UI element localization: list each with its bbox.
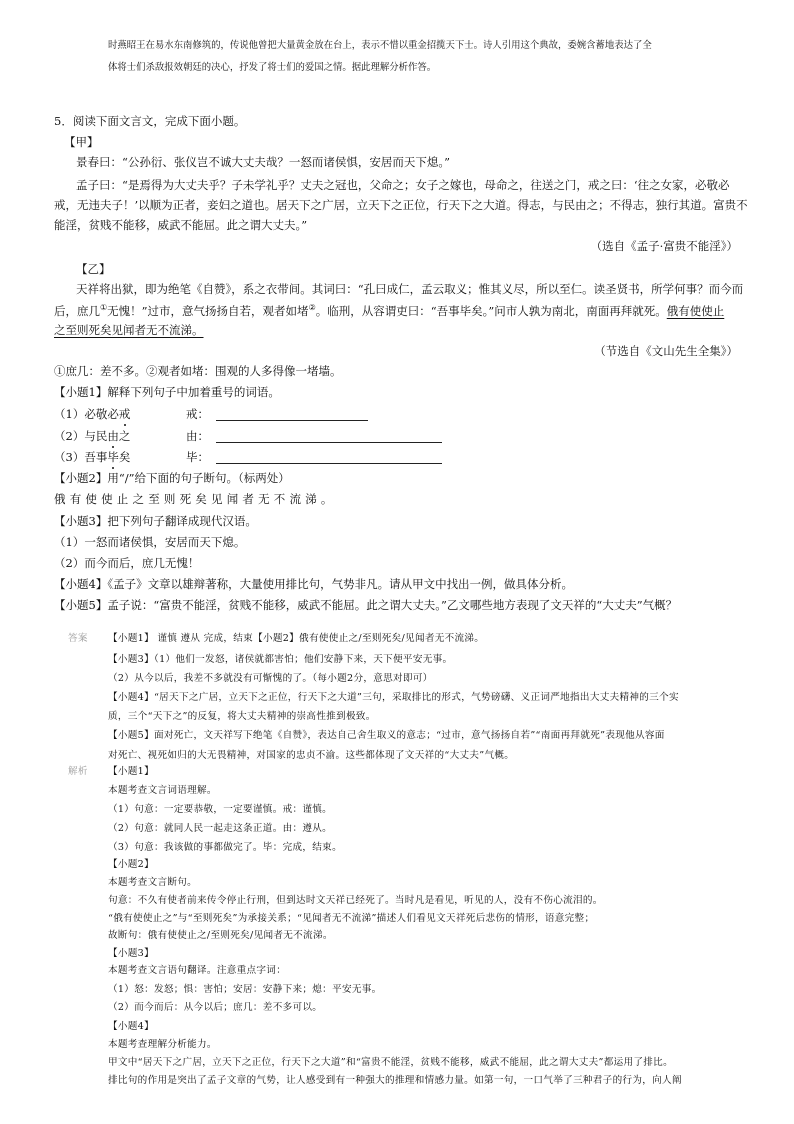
emphasis-word-3: 毕 — [107, 450, 119, 464]
sub-question-4: 【小题4】《孟子》文章以雄辩著称，大量使用排比句，气势非凡。请从甲文中找出一例，做具体分析。 — [54, 577, 574, 591]
sub3-item-1: （1）一怒而诸侯惧，安居而天下熄。 — [54, 535, 246, 549]
analysis-line: 本题考查理解分析能力。 — [108, 1039, 217, 1050]
passage-jia-line-3: 戒，无违夫子！’以顺为正者，妾妇之道也。居天下之广居，立天下之正位，行天下之大道。得志，与民由之；不得志，独行其道。富贵不 — [54, 198, 748, 212]
passage-jia-label: 【甲】 — [64, 135, 99, 149]
passage-jia-line-4: 能淫，贫贱不能移，威武不能屈。此之谓大丈夫。” — [54, 218, 308, 232]
sub-question-1: 【小题1】解释下列句子中加着重号的词语。 — [54, 385, 280, 399]
analysis-line: 故断句：俄有使使止之/至则死矣/见闻者无不流涕。 — [108, 930, 333, 941]
sub1-item-2: （2）与民由之 — [54, 429, 131, 443]
note-marker-1: ① — [100, 303, 108, 312]
passage-yi-line-3: 之至则死矣见闻者无不流涕。 — [54, 323, 204, 337]
analysis-line: （3）句意：我该做的事都做完了。毕：完成，结束。 — [108, 842, 342, 853]
passage-yi-line-1: 天祥将出狱，即为绝笔《自赞》，系之衣带间。其词曰：“孔曰成仁，孟云取义；惟其义尽，所以至仁。读圣贤书，所学何事？而今而 — [76, 282, 744, 296]
sub1-item-1-prompt: 戒： — [186, 407, 209, 421]
analysis-line: （2）而今而后：从今以后；庶几：差不多可以。 — [108, 1002, 323, 1013]
yi-text-c: 。临刑，从容谓吏曰：“吾事毕矣。”问市人孰为南北，南面再拜就死。 — [315, 303, 667, 318]
yi-text-a: 后，庶几 — [54, 303, 100, 318]
sub2-sentence: 俄有使使止之至则死矣见闻者无不流涕。 — [54, 492, 337, 506]
sub1-item-1: （1）必敬必戒 — [54, 407, 131, 421]
analysis-line: （1）句意：一定要恭敬，一定要谨慎。戒：谨慎。 — [108, 804, 333, 815]
passage-jia-line-2: 孟子曰：“是焉得为大丈夫乎？子未学礼乎？丈夫之冠也，父命之；女子之嫁也，母命之，往送之门，戒之曰：‘往之女家，必敬必 — [76, 178, 730, 192]
answer-line-6: 【小题5】面对死亡，文天祥写下绝笔《自赞》，表达自己舍生取义的意志；“过市，意气扬扬自若”“南面再拜就死”表现他从容面 — [108, 730, 665, 741]
sub-question-2: 【小题2】用“/”给下面的句子断句。（标两处） — [54, 471, 290, 485]
sub1-item-2-prompt: 由： — [186, 429, 209, 443]
analysis-line: 【小题2】 — [108, 859, 154, 870]
answer-line-7: 对死亡、视死如归的大无畏精神，对国家的忠贞不渝。这些都体现了文天祥的“大丈夫”气概。 — [108, 750, 515, 761]
note-marker-2: ② — [308, 303, 316, 312]
answer-line-2: 【小题3】（1）他们一发怒，诸侯就都害怕；他们安静下来，天下便平安无事。 — [108, 654, 453, 665]
answer-blank-3[interactable] — [216, 463, 442, 464]
analysis-line: 甲文中“居天下之广居，立天下之正位，行天下之大道”和“富贵不能淫，贫贱不能移，威武不能屈，此之谓大丈夫”都运用了排比。 — [108, 1057, 673, 1068]
top-paragraph-line-2: 体将士们杀敌报效朝廷的决心，抒发了将士们的爱国之情。据此理解分析作答。 — [108, 62, 437, 73]
answer-blank-1[interactable] — [216, 420, 368, 421]
sub3-item-2: （2）而今而后，庶几无愧！ — [54, 556, 200, 570]
analysis-line: （1）怒：发怒；惧：害怕；安居：安静下来；熄：平安无事。 — [108, 984, 382, 995]
answer-label: 答案 — [68, 633, 88, 644]
analysis-line: （2）句意：就同人民一起走这条正道。由：遵从。 — [108, 823, 333, 834]
analysis-line: 排比句的作用是突出了孟子文章的气势，让人感受到有一种强大的推理和情感力量。如第一句，一口气举了三种君子的行为，向人阐 — [108, 1075, 682, 1086]
passage-yi-line-2 — [54, 304, 724, 317]
analysis-line: 本题考查文言语句翻译。注意重点字词： — [108, 965, 287, 976]
sub-question-5: 【小题5】孟子说：“富贵不能淫，贫贱不能移，威武不能屈。此之谓大丈夫。”乙文哪些地方表现了文天祥的“大丈夫”气概？ — [54, 598, 678, 612]
sub-question-3: 【小题3】把下列句子翻译成现代汉语。 — [54, 514, 257, 528]
yi-text-b: 无愧！”过市，意气扬扬自若，观者如堵 — [107, 303, 309, 318]
answer-blank-2[interactable] — [216, 442, 442, 443]
passage-yi-source: （节选自《文山先生全集》） — [594, 344, 738, 358]
analysis-line: 本题考查文言词语理解。 — [108, 785, 217, 796]
analysis-line: 【小题1】 — [108, 766, 154, 777]
passage-jia-source: （选自《孟子·富贵不能淫》） — [590, 239, 738, 253]
analysis-line: 本题考查文言断句。 — [108, 877, 198, 888]
analysis-label: 解析 — [68, 766, 88, 777]
analysis-line: “俄有使使止之”与“至则死矣”为承接关系；“见闻者无不流涕”描述人们看见文天祥死后悲伤的情形，语意完整； — [108, 913, 595, 924]
question-header: 5．阅读下面文言文，完成下面小题。 — [54, 114, 246, 128]
notes: ①庶几：差不多。②观者如堵：围观的人多得像一堵墙。 — [54, 364, 342, 378]
sub1-item-3: （3）吾事毕矣 — [54, 450, 131, 464]
analysis-line: 【小题3】 — [108, 948, 154, 959]
analysis-line: 【小题4】 — [108, 1021, 154, 1032]
passage-jia-line-1: 景春曰：“公孙衍、张仪岂不诚大丈夫哉？一怒而诸侯惧，安居而天下熄。” — [76, 155, 451, 169]
answer-line-3: （2）从今以后，我差不多就没有可惭愧的了。（每小题2分，意思对即可） — [108, 673, 433, 684]
passage-yi-label: 【乙】 — [76, 262, 111, 276]
emphasis-word-2: 由 — [107, 429, 119, 443]
answer-line-4: 【小题4】“居天下之广居，立天下之正位，行天下之大道”三句，采取排比的形式，气势磅礴、义正词严地指出大丈夫精神的三个实 — [108, 692, 679, 703]
sub1-item-3-prompt: 毕： — [186, 450, 209, 464]
answer-line-5: 质，三个“天下之”的反复，将大丈夫精神的崇高性推到极致。 — [108, 711, 376, 722]
emphasis-word-1: 戒 — [118, 407, 131, 421]
analysis-line: 句意：不久有使者前来传令停止行刑，但到达时文天祥已经死了。当时凡是看见，听见的人，没有不伤心流泪的。 — [108, 895, 603, 906]
answer-line-1: 【小题1】 谨慎 遵从 完成，结束【小题2】俄有使使止之/至则死矣/见闻者无不流涕。 — [108, 633, 485, 644]
yi-underlined-a: 俄有使使止 — [666, 303, 725, 318]
top-paragraph-line-1: 时燕昭王在易水东南修筑的，传说他曾把大量黄金放在台上，表示不惜以重金招揽天下士。诗人引用这个典故，委婉含蓄地表达了全 — [108, 40, 652, 51]
